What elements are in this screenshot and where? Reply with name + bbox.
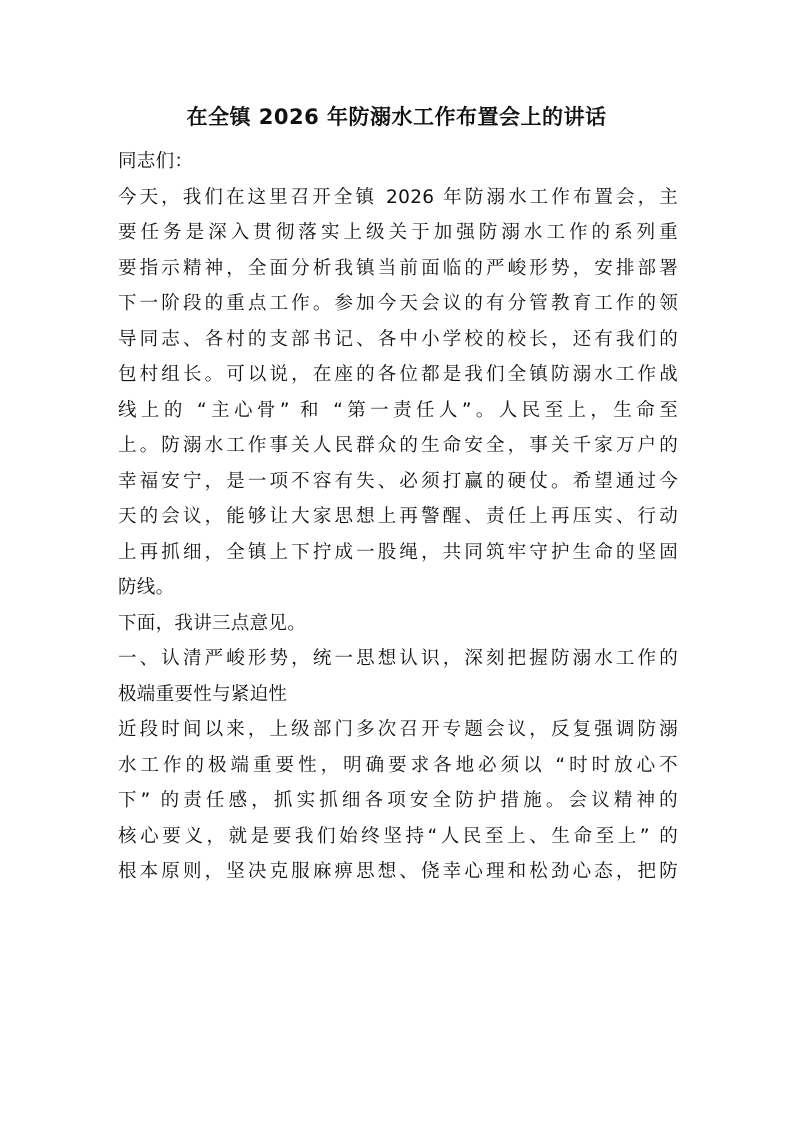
body-line: 上再抓细，全镇上下拧成一股绳，共同筑牢守护生命的坚固: [118, 541, 678, 563]
body-line: 要指示精神，全面分析我镇当前面临的严峻形势，安排部署: [118, 257, 678, 279]
document-body: [118, 144, 678, 890]
body-line: 线上的 “主心骨” 和 “第一责任人”。人民至上，生命至: [118, 399, 678, 421]
section-heading-line: 极端重要性与紧迫性: [118, 683, 288, 705]
body-line: 核心要义，就是要我们始终坚持“人民至上、生命至上” 的: [118, 825, 678, 847]
salutation-line: 同志们：: [118, 151, 194, 172]
section-heading-line: 一、认清严峻形势，统一思想认识，深刻把握防溺水工作的: [118, 648, 678, 669]
body-line: 导同志、各村的支部书记、各中小学校的校长，还有我们的: [118, 328, 678, 350]
body-line: 水工作的极端重要性，明确要求各地必须以 “时时放心不: [118, 754, 678, 776]
body-line: 下一阶段的重点工作。参加今天会议的有分管教育工作的领: [118, 293, 678, 314]
body-line: 天的会议，能够让大家思想上再警醒、责任上再压实、行动: [118, 506, 678, 527]
body-line: 上。防溺水工作事关人民群众的生命安全，事关千家万户的: [118, 435, 678, 456]
body-line: 包村组长。可以说，在座的各位都是我们全镇防溺水工作战: [118, 364, 678, 385]
body-line: 要任务是深入贯彻落实上级关于加强防溺水工作的系列重: [118, 222, 678, 243]
body-line: 防线。: [118, 577, 175, 598]
body-line: 下面，我讲三点意见。: [118, 612, 307, 634]
body-line: 根本原则，坚决克服麻痹思想、侥幸心理和松劲心态，把防: [118, 861, 678, 882]
body-line: 今天，我们在这里召开全镇 2026 年防溺水工作布置会，主: [118, 186, 678, 208]
document-title: 在全镇 2026 年防溺水工作布置会上的讲话: [186, 105, 607, 129]
body-line: 近段时间以来，上级部门多次召开专题会议，反复强调防溺: [118, 719, 678, 740]
body-line: 幸福安宁，是一项不容有失、必须打赢的硬仗。希望通过今: [118, 470, 678, 492]
body-line: 下” 的责任感，抓实抓细各项安全防护措施。会议精神的: [118, 790, 678, 811]
